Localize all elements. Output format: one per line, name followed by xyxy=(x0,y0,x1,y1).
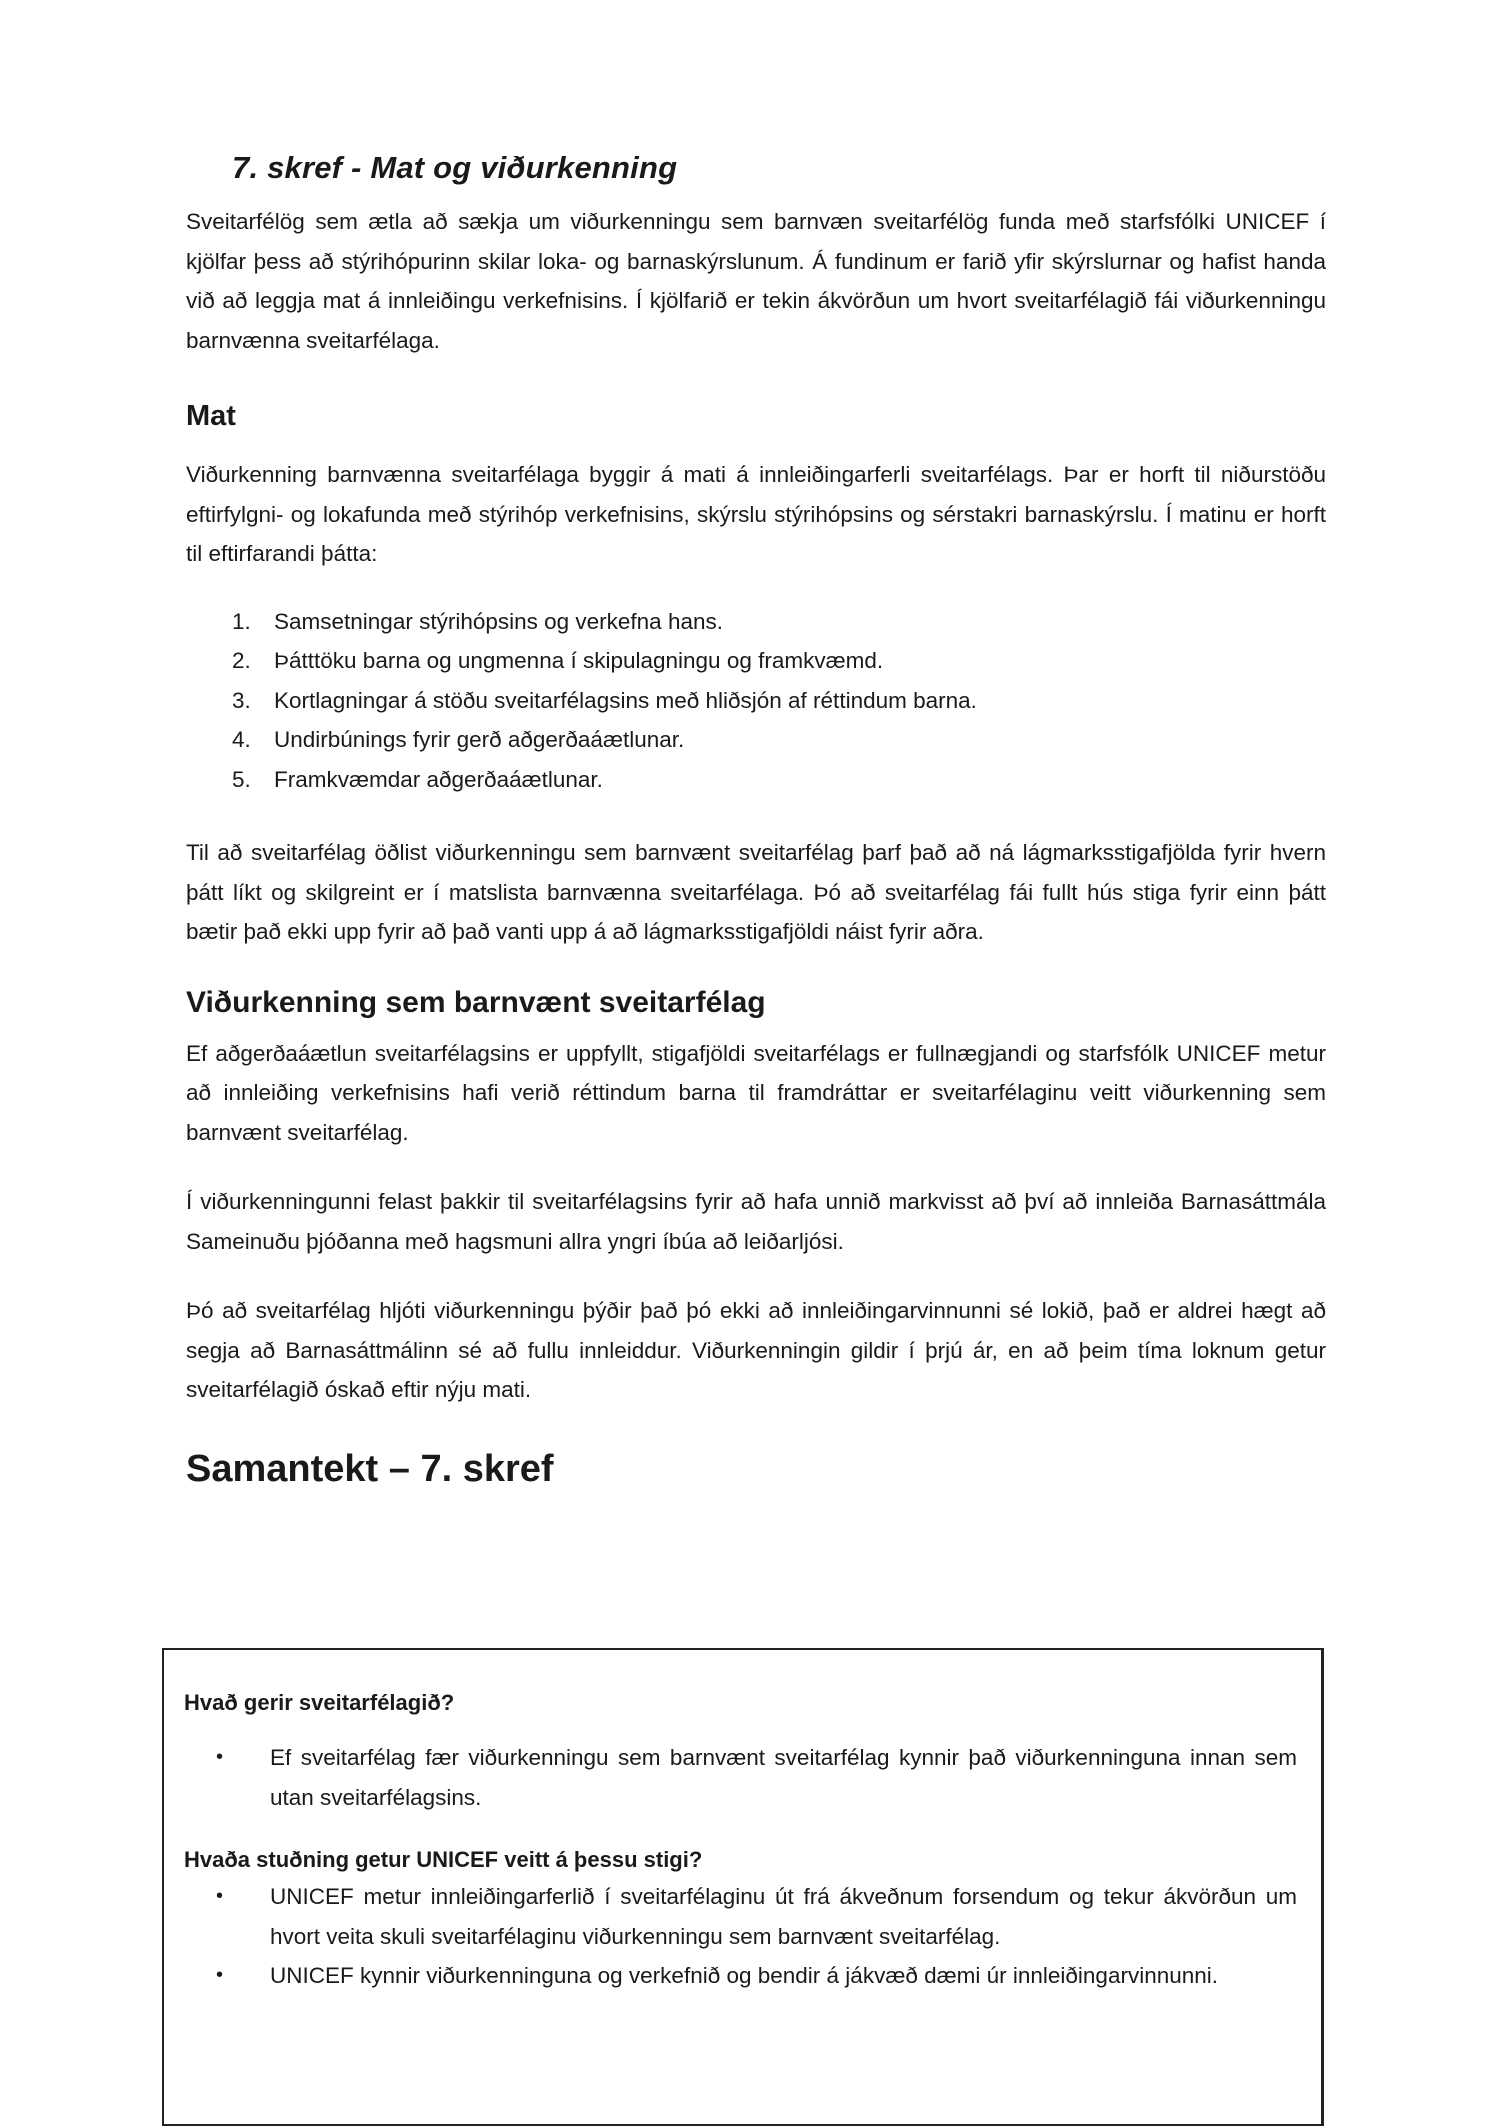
list-item-number: 1. xyxy=(232,608,251,634)
section-title: 7. skref - Mat og viðurkenning xyxy=(232,150,678,185)
intro-paragraph: Sveitarfélög sem ætla að sækja um viðurkenningu sem barnvæn sveitarfélög funda með starfsfólki UNICEF í kjölfar þess að stýrihópurinn skilar loka- og barnaskýrslunum. Á fundinum er farið yfir skýrslurnar og hafist handa við að leggja mat á innleiðingu verkefnisins. Í kjölfarið er tekin ákvörðun um hvort sveitarfélagið fái viðurkenningu barnvænna sveitarfélaga. xyxy=(186,209,1326,353)
list-item-number: 5. xyxy=(232,766,251,792)
vidurkenning-paragraph-3: Þó að sveitarfélag hljóti viðurkenningu þýðir það þó ekki að innleiðingarvinnunni sé lokið, það er aldrei hægt að segja að Barnasáttmálinn sé að fullu innleiddur. Viðurkenningin gildir í þrjú ár, en að þeim tíma loknum getur sveitarfélagið óskað eftir nýju mati. xyxy=(186,1298,1326,1402)
mat-paragraph: Viðurkenning barnvænna sveitarfélaga byggir á mati á innleiðingarferli sveitarfélags. Þar er horft til niðurstöðu eftirfylgni- og lokafunda með stýrihóp verkefnisins, skýrslu stýrihópsins og sérstakri barnaskýrslu. Í matinu er horft til eftirfarandi þátta: xyxy=(186,462,1326,566)
summary-list-1 xyxy=(184,1738,1301,1817)
list-item xyxy=(232,760,1326,800)
list-item xyxy=(232,681,1326,721)
mat-after-paragraph: Til að sveitarfélag öðlist viðurkenningu sem barnvænt sveitarfélag þarf það að ná lágmarksstigafjölda fyrir hvern þátt líkt og skilgreint er í matslista barnvænna sveitarfélaga. Þó að sveitarfélag fái fullt hús stiga fyrir einn þátt bætir það ekki upp fyrir að það vanti upp á að lágmarksstigafjöldi náist fyrir aðra. xyxy=(186,840,1326,944)
summary-question-2: Hvaða stuðning getur UNICEF veitt á þessu stigi? xyxy=(184,1847,703,1872)
list-item xyxy=(184,1738,1301,1817)
list-item xyxy=(184,1956,1301,1996)
document-page xyxy=(184,150,1326,1988)
list-item-text: Framkvæmdar aðgerðaáætlunar. xyxy=(274,766,603,792)
list-item-text: Kortlagningar á stöðu sveitarfélagsins með hliðsjón af réttindum barna. xyxy=(274,687,977,713)
bullet-icon: • xyxy=(216,1885,224,1907)
criteria-list xyxy=(186,602,1326,800)
bullet-icon: • xyxy=(216,1964,224,1986)
summary-question-1: Hvað gerir sveitarfélagið? xyxy=(184,1690,455,1715)
list-item xyxy=(232,641,1326,681)
list-item-text: Samsetningar stýrihópsins og verkefna hans. xyxy=(274,608,723,634)
vidurkenning-paragraph-2: Í viðurkenningunni felast þakkir til sveitarfélagsins fyrir að hafa unnið markvisst að því að innleiða Barnasáttmála Sameinuðu þjóðanna með hagsmuni allra yngri íbúa að leiðarljósi. xyxy=(186,1189,1326,1254)
summary-box xyxy=(162,1648,1324,2126)
summary-list-2 xyxy=(184,1877,1301,1996)
list-item-text: Undirbúnings fyrir gerð aðgerðaáætlunar. xyxy=(274,727,685,752)
list-item xyxy=(232,602,1326,642)
list-item-text: UNICEF kynnir viðurkenninguna og verkefnið og bendir á jákvæð dæmi úr innleiðingarvinnunni. xyxy=(270,1963,1219,1988)
samantekt-heading: Samantekt – 7. skref xyxy=(186,1447,554,1490)
bullet-icon: • xyxy=(216,1746,224,1768)
list-item-text: Þátttöku barna og ungmenna í skipulagningu og framkvæmd. xyxy=(274,648,884,673)
list-item-text: Ef sveitarfélag fær viðurkenningu sem barnvænt sveitarfélag kynnir það viðurkenninguna innan sem utan sveitarfélagsins. xyxy=(270,1745,1297,1810)
list-item-number: 3. xyxy=(232,687,251,713)
vidurkenning-paragraph-1: Ef aðgerðaáætlun sveitarfélagsins er uppfyllt, stigafjöldi sveitarfélags er fullnægjandi og starfsfólk UNICEF metur að innleiðing verkefnisins hafi verið réttindum barna til framdráttar er sveitarfélaginu veitt viðurkenning sem barnvænt sveitarfélag. xyxy=(186,1040,1326,1145)
list-item-number: 4. xyxy=(232,727,251,752)
mat-heading: Mat xyxy=(186,400,236,432)
list-item xyxy=(184,1877,1301,1956)
list-item-number: 2. xyxy=(232,648,251,673)
list-item-text: UNICEF metur innleiðingarferlið í sveitarfélaginu út frá ákveðnum forsendum og tekur ákvörðun um hvort veita skuli sveitarfélaginu viðurkenningu sem barnvænt sveitarfélag. xyxy=(270,1884,1297,1949)
list-item xyxy=(232,720,1326,760)
vidurkenning-heading: Viðurkenning sem barnvænt sveitarfélag xyxy=(186,985,766,1019)
